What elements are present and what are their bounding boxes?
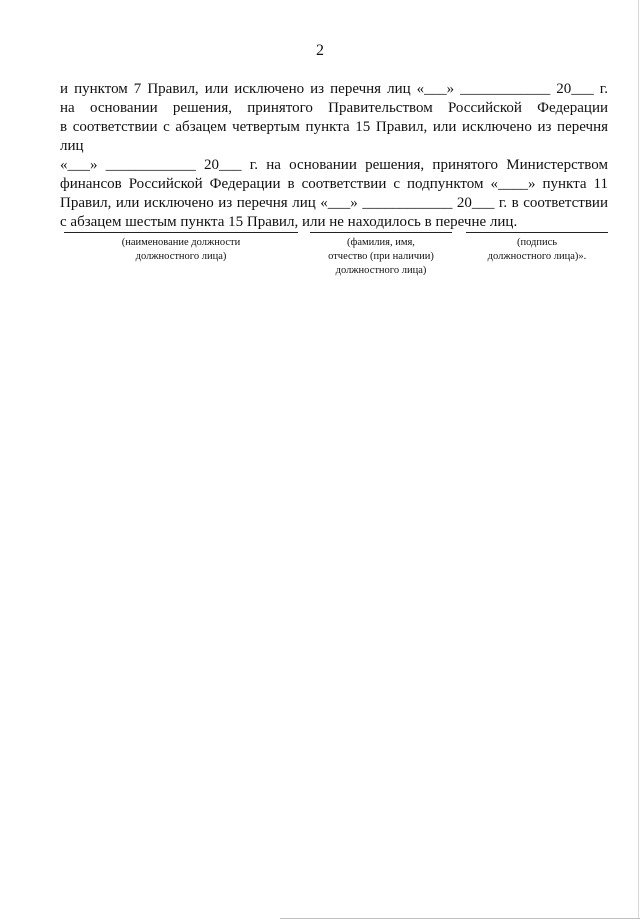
position-signature-field — [64, 232, 298, 292]
position-underline — [64, 232, 298, 233]
body-paragraph — [60, 80, 608, 232]
scan-edge-right — [638, 0, 639, 919]
signature-underline — [466, 232, 608, 233]
name-caption: (фамилия, имя, отчество (при наличии) должностного лица) — [328, 237, 434, 276]
body-line: и пунктом 7 Правил, или исключено из перечня лиц «___» ____________ 20___ г. — [60, 81, 608, 97]
body-line: на основании решения, принятого Правительством Российской Федерации — [60, 100, 608, 116]
body-line: финансов Российской Федерации в соответствии с подпунктом «____» пункта 11 — [60, 176, 608, 192]
body-line: в соответствии с абзацем четвертым пункта 15 Правил, или исключено из перечня лиц — [60, 119, 608, 154]
body-line: «___» ____________ 20___ г. на основании решения, принятого Министерством — [60, 157, 608, 173]
signature-field — [466, 232, 608, 292]
signature-caption: (подпись должностного лица)». — [487, 237, 587, 262]
body-line: с абзацем шестым пункта 15 Правил, или не находилось в перечне лиц. — [60, 214, 518, 230]
name-signature-field — [310, 232, 452, 292]
body-line: Правил, или исключено из перечня лиц «___» ____________ 20___ г. в соответствии — [60, 195, 608, 211]
page-number: 2 — [316, 42, 324, 59]
name-underline — [310, 232, 452, 233]
position-caption: (наименование должности должностного лица) — [121, 237, 241, 262]
